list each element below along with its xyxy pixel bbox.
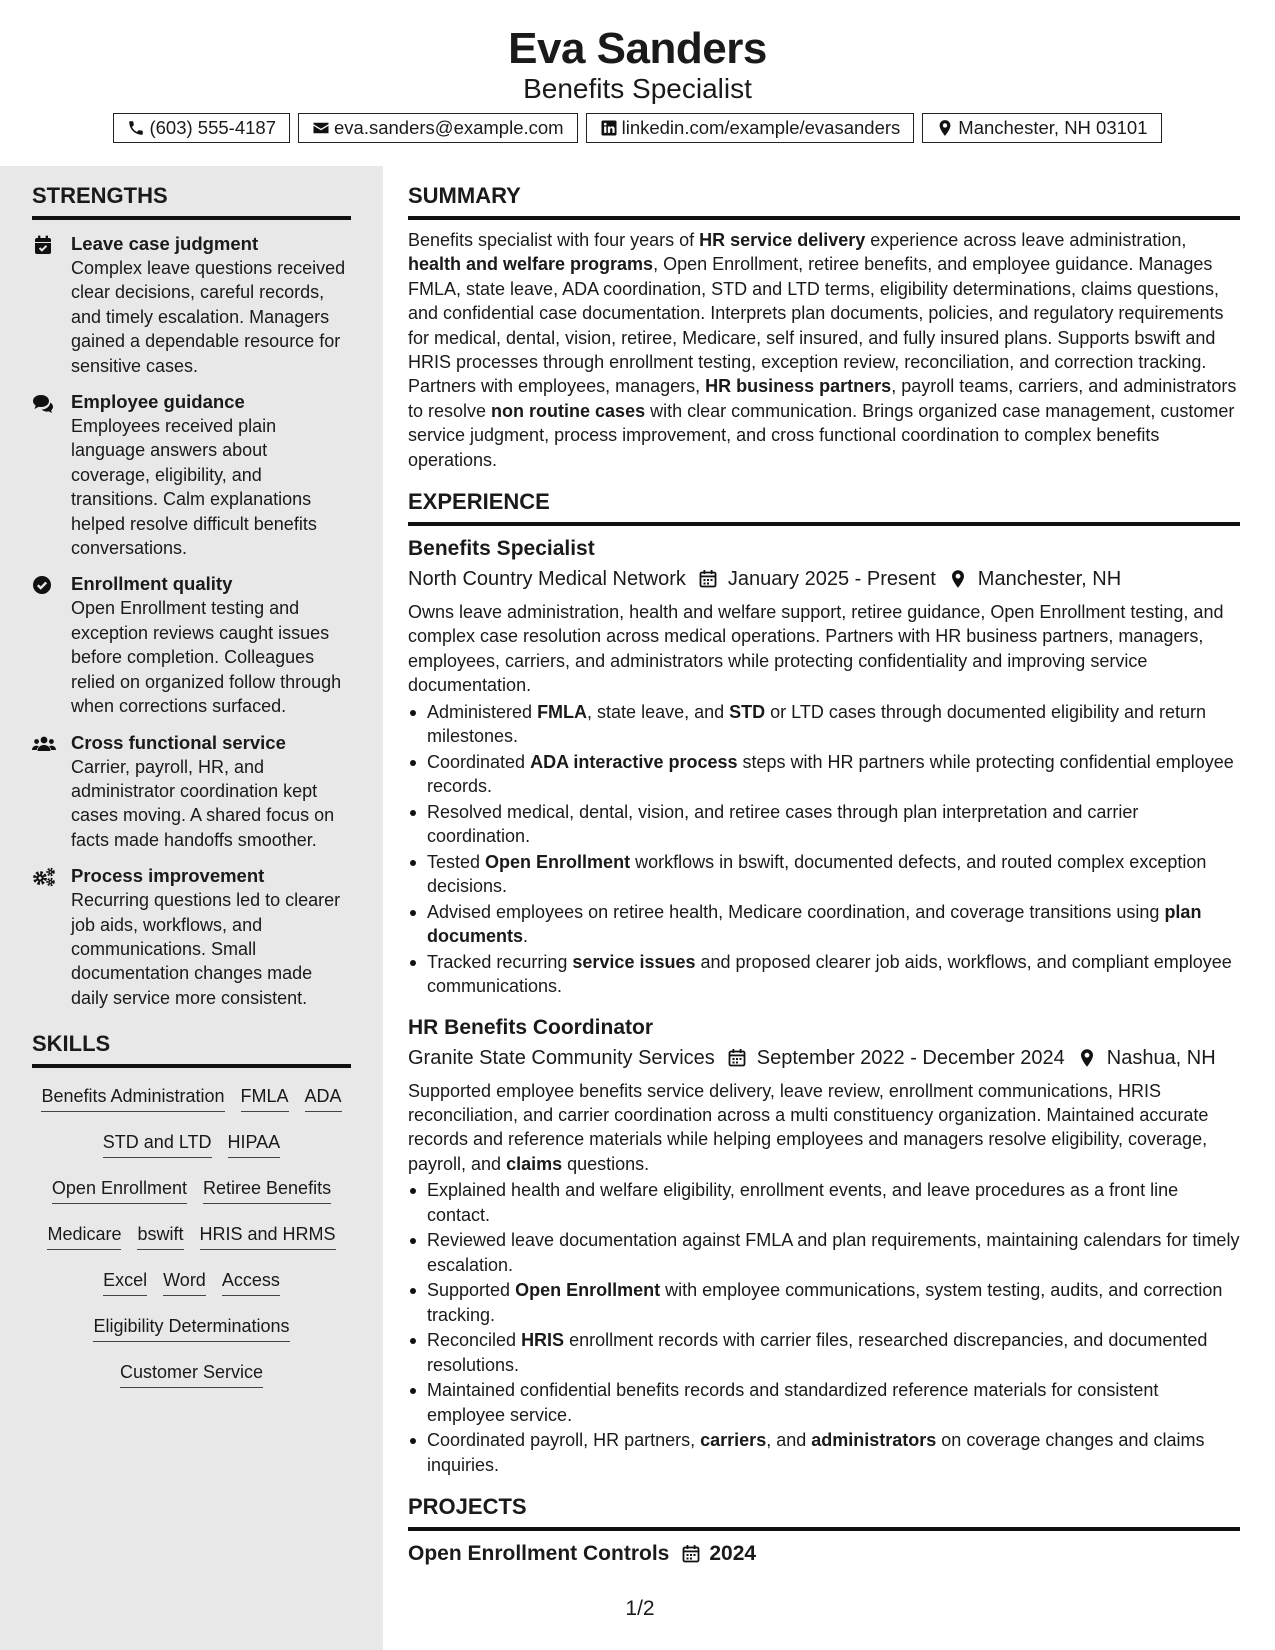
comments-icon <box>32 393 54 413</box>
strength-name: Cross functional service <box>71 731 286 753</box>
contact-phone-text: (603) 555-4187 <box>149 117 276 138</box>
contact-location[interactable] <box>922 113 1161 143</box>
check-circle-icon <box>32 575 54 595</box>
emphasis-text: FMLA <box>537 701 588 722</box>
emphasis-text: health and welfare programs <box>408 254 654 275</box>
emphasis-text: plan documents <box>427 901 1202 947</box>
job-description: Supported employee benefits service delivery, leave review, enrollment communications, HRIS reconciliation, and carrier coordination across a multi constituency organization. Maintained accurate records and reference materials while helping employees and managers resolve eligibility, coverage, payroll, and claims questions. <box>408 1080 1209 1174</box>
emphasis-text: administrators <box>811 1430 937 1451</box>
strength-item <box>32 864 351 1010</box>
summary-heading: SUMMARY <box>408 182 1240 220</box>
emphasis-text: Open Enrollment <box>485 851 631 872</box>
skill-tag: Open Enrollment <box>52 1176 187 1204</box>
skill-tag: Access <box>222 1268 280 1296</box>
contact-location-text: Manchester, NH 03101 <box>958 117 1148 138</box>
emphasis-text: ADA interactive process <box>530 751 738 772</box>
summary-section <box>408 182 1240 472</box>
skill-tag: HIPAA <box>228 1130 281 1158</box>
emphasis-text: carriers <box>700 1430 767 1451</box>
gears-icon <box>32 867 54 887</box>
bullet-item: Advised employees on retiree health, Medicare coordination, and coverage transitions using plan documents. <box>408 900 1240 949</box>
skills-list <box>32 1084 351 1406</box>
project-entry <box>408 1539 1240 1569</box>
map-pin-icon <box>936 119 954 137</box>
job-description: Owns leave administration, health and welfare support, retiree guidance, Open Enrollment testing, and complex case resolution across medical operations. Partners with HR business partners, managers, employees, carriers, and administrators while protecting confidentiality and improving service documentation. <box>408 602 1224 696</box>
job-location: Manchester, NH <box>977 568 1122 591</box>
strength-desc: Employees received plain language answers about coverage, eligibility, and transitions. Calm explanations helped resolve difficult benefits conversations. <box>71 416 317 559</box>
job-company: Granite State Community Services <box>408 1046 715 1069</box>
skill-tag: HRIS and HRMS <box>200 1222 336 1250</box>
job-entry <box>408 1013 1240 1477</box>
emphasis-text: HR business partners <box>705 376 892 397</box>
job-dates: September 2022 - December 2024 <box>756 1046 1065 1069</box>
candidate-title: Benefits Specialist <box>523 73 752 104</box>
skill-tag: Retiree Benefits <box>203 1176 331 1204</box>
skill-tag: ADA <box>305 1084 342 1112</box>
calendar-icon <box>727 1048 747 1068</box>
emphasis-text: claims <box>506 1153 563 1174</box>
contact-email-text: eva.sanders@example.com <box>334 117 564 138</box>
job-dates: January 2025 - Present <box>727 568 936 591</box>
emphasis-text: Open Enrollment <box>515 1280 661 1301</box>
job-location: Nashua, NH <box>1106 1046 1216 1069</box>
job-bullets <box>408 1178 1240 1477</box>
job-meta <box>408 564 1240 594</box>
skill-tag: Excel <box>103 1268 147 1296</box>
strength-item <box>32 572 351 718</box>
contact-linkedin-text: linkedin.com/example/evasanders <box>621 117 901 138</box>
bullet-item: Reconciled HRIS enrollment records with carrier files, researched discrepancies, and documented resolutions. <box>408 1328 1240 1377</box>
resume-header <box>0 0 1275 166</box>
strength-item <box>32 731 351 853</box>
skill-tag: Word <box>163 1268 206 1296</box>
projects-section <box>408 1493 1240 1569</box>
strength-name: Process improvement <box>71 865 265 887</box>
contact-email[interactable] <box>298 113 578 143</box>
summary-text: Benefits specialist with four years of HR service delivery experience across leave administration, health and welfare programs, Open Enrollment, retiree benefits, and employee guidance. Manages FMLA, state leave, ADA coordination, STD and LTD terms, eligibility determinations, claims questions, and confidential case documentation. Interprets plan documents, policies, and regulatory requirements for medical, dental, vision, retiree, Medicare, self insured, and fully insured plans. Supports bswift and HRIS processes through enrollment testing, exception review, reconciliation, and correction tracking. Partners with employees, managers, HR business partners, payroll teams, carriers, and administrators to resolve non routine cases with clear communication. Brings organized case management, customer service judgment, process improvement, and cross functional coordination to complex benefits operations. <box>408 230 1237 470</box>
bullet-item: Tested Open Enrollment workflows in bswift, documented defects, and routed complex exception decisions. <box>408 850 1240 899</box>
project-year: 2024 <box>709 1541 757 1565</box>
calendar-check-icon <box>32 235 54 255</box>
contact-linkedin[interactable] <box>586 113 915 143</box>
bullet-item: Coordinated payroll, HR partners, carriers, and administrators on coverage changes and claims inquiries. <box>408 1428 1240 1477</box>
bullet-item: Administered FMLA, state leave, and STD or LTD cases through documented eligibility and return milestones. <box>408 700 1240 749</box>
skill-tag: Customer Service <box>120 1360 263 1388</box>
bullet-item: Explained health and welfare eligibility, enrollment events, and leave procedures as a front line contact. <box>408 1178 1240 1227</box>
calendar-icon <box>681 1544 701 1564</box>
experience-section <box>408 488 1240 1477</box>
map-pin-icon <box>948 569 968 589</box>
job-bullets <box>408 700 1240 999</box>
sidebar <box>0 166 383 1650</box>
emphasis-text: STD <box>729 701 766 722</box>
job-entry <box>408 534 1240 998</box>
calendar-icon <box>698 569 718 589</box>
skill-tag: Benefits Administration <box>41 1084 224 1112</box>
strength-desc: Complex leave questions received clear decisions, careful records, and timely escalation. Managers gained a dependable resource for sensitive cases. <box>71 258 346 376</box>
projects-heading: PROJECTS <box>408 1493 1240 1531</box>
bullet-item: Resolved medical, dental, vision, and retiree cases through plan interpretation and carrier coordination. <box>408 800 1240 849</box>
job-company: North Country Medical Network <box>408 568 686 591</box>
emphasis-text: non routine cases <box>491 400 646 421</box>
experience-heading: EXPERIENCE <box>408 488 1240 526</box>
emphasis-text: HR service delivery <box>699 230 866 250</box>
phone-icon <box>127 119 145 137</box>
page-number: 1/2 <box>625 1597 655 1620</box>
job-title: HR Benefits Coordinator <box>408 1015 654 1039</box>
contact-phone[interactable] <box>113 113 290 143</box>
strength-name: Employee guidance <box>71 391 245 413</box>
emphasis-text: HRIS <box>521 1330 565 1351</box>
strength-item <box>32 390 351 560</box>
users-icon <box>32 734 54 754</box>
skill-tag: Eligibility Determinations <box>93 1314 289 1342</box>
strength-item <box>32 232 351 378</box>
skill-tag: STD and LTD <box>103 1130 212 1158</box>
bullet-item: Tracked recurring service issues and proposed clearer job aids, workflows, and compliant employee communications. <box>408 950 1240 999</box>
skill-tag: Medicare <box>47 1222 121 1250</box>
skill-tag: bswift <box>137 1222 183 1250</box>
project-title: Open Enrollment Controls <box>408 1541 670 1565</box>
strength-desc: Recurring questions led to clearer job aids, workflows, and communications. Small documentation changes made daily service more consistent. <box>71 890 341 1008</box>
skills-heading: SKILLS <box>32 1030 351 1068</box>
contact-bar <box>0 113 1275 143</box>
strength-desc: Carrier, payroll, HR, and administrator coordination kept cases moving. A shared focus on facts made handoffs smoother. <box>71 756 335 850</box>
job-title: Benefits Specialist <box>408 537 595 561</box>
bullet-item: Reviewed leave documentation against FMLA and plan requirements, maintaining calendars for timely escalation. <box>408 1228 1240 1277</box>
bullet-item: Maintained confidential benefits records and standardized reference materials for consistent employee service. <box>408 1378 1240 1427</box>
skill-tag: FMLA <box>241 1084 289 1112</box>
linkedin-icon <box>600 119 618 137</box>
bullet-item: Supported Open Enrollment with employee communications, system testing, audits, and correction tracking. <box>408 1278 1240 1327</box>
map-pin-icon <box>1077 1048 1097 1068</box>
job-meta <box>408 1043 1240 1073</box>
candidate-name: Eva Sanders <box>508 24 767 73</box>
strength-name: Leave case judgment <box>71 233 259 254</box>
strength-desc: Open Enrollment testing and exception reviews caught issues before completion. Colleagues relied on organized follow through when corrections surfaced. <box>71 598 342 717</box>
bullet-item: Coordinated ADA interactive process steps with HR partners while protecting confidential employee records. <box>408 750 1240 799</box>
strength-name: Enrollment quality <box>71 573 233 595</box>
envelope-icon <box>312 119 330 137</box>
main-column <box>408 166 1240 1569</box>
emphasis-text: service issues <box>572 951 696 972</box>
strengths-heading: STRENGTHS <box>32 182 351 220</box>
